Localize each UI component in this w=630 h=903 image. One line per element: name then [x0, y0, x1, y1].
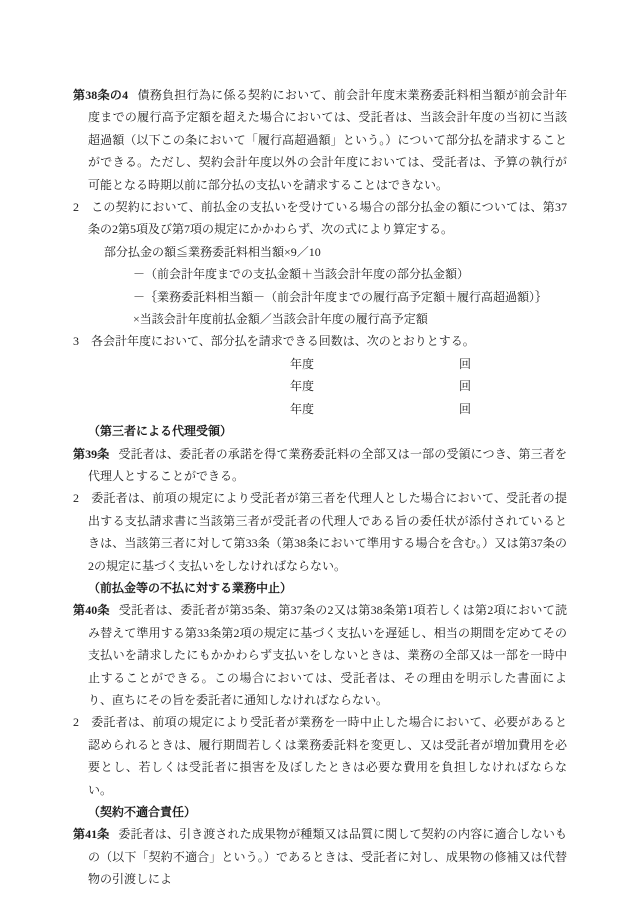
article-40-text: 受託者は、委託者が第35条、第37条の2又は第38条第1項若しくは第2項において読み替えて準用する第33条第2項の規定に基づく支払いを遅延し、相当の期間を定めてその支払いを請求したにもかかわらず支払いをしないときは、業務の全部又は一部を一時中止することができる。この場合においては、受託者は、その理由を明示した書面により、直ちにその旨を委託者に通知しなければならない。 — [88, 603, 567, 707]
article-41-text: 委託者は、引き渡された成果物が種類又は品質に関して契約の内容に適合しないもの（以下「契約不適合」という。）であるときは、受託者に対し、成果物の修補又は代替物の引渡しによ — [88, 827, 567, 887]
payment-count-row-3 — [73, 398, 567, 420]
count-label: 回 — [459, 356, 472, 371]
article-39-text: 受託者は、委託者の承諾を得て業務委託料の全部又は一部の受領につき、第三者を代理人とすることができる。 — [88, 446, 567, 483]
clause-2-text: この契約において、前払金の支払いを受けている場合の部分払金の額については、第37条の2第5項及び第7項の規定にかかわらず、次の式により算定する。 — [88, 200, 567, 237]
formula-line-2: －（前会計年度までの支払金額＋当該会計年度の部分払金額） — [133, 267, 470, 282]
clause-2-number: 2 — [73, 715, 79, 730]
article-38-4 — [73, 84, 567, 196]
year-label: 年度 — [290, 356, 315, 371]
clause-3-text: 各会計年度において、部分払を請求できる回数は、次のとおりとする。 — [91, 334, 475, 349]
article-39-clause-2 — [73, 487, 567, 577]
article-39 — [73, 443, 567, 488]
payment-count-row-2 — [73, 375, 567, 397]
article-40-clause-2 — [73, 711, 567, 801]
count-label: 回 — [459, 379, 472, 394]
clause-2-number: 2 — [73, 200, 79, 215]
count-label: 回 — [459, 401, 472, 416]
formula-line-3: －｛業務委託料相当額－（前会計年度までの履行高予定額＋履行高超過額）｝ — [133, 289, 548, 304]
payment-count-row-1 — [73, 353, 567, 375]
article-40-number: 第40条 — [73, 603, 110, 618]
formula-line-4: ×当該会計年度前払金額／当該会計年度の履行高予定額 — [133, 312, 428, 327]
partial-payment-formula — [73, 241, 567, 331]
article-38-4-clause-3 — [73, 330, 567, 352]
clause-2-number: 2 — [73, 491, 79, 506]
article-40 — [73, 599, 567, 711]
formula-line-1: 部分払金の額≦業務委託料相当額×9／10 — [104, 244, 321, 259]
year-label: 年度 — [290, 379, 315, 394]
article-41-number: 第41条 — [73, 827, 110, 842]
article-38-4-number: 第38条の4 — [73, 88, 129, 102]
section-heading-agency-receipt: （第三者による代理受領） — [88, 424, 233, 439]
year-label: 年度 — [290, 401, 315, 416]
article-41 — [73, 823, 567, 890]
clause-2-text: 委託者は、前項の規定により受託者が第三者を代理人とした場合において、受託者の提出する支払請求書に当該第三者が受託者の代理人である旨の委任状が添付されているときは、当該第三者に対して第33条（第38条において準用する場合を含む。）又は第37条の2の規定に基づく支払いをしなければならない。 — [88, 491, 567, 573]
article-39-number: 第39条 — [73, 446, 110, 461]
clause-2-text: 委託者は、前項の規定により受託者が業務を一時中止した場合において、必要があると認められるときは、履行期間若しくは業務委託料を変更し、又は受託者が増加費用を必要とし、若しくは受託者に損害を及ぼしたときは必要な費用を負担しなければならない。 — [88, 715, 567, 797]
clause-3-number: 3 — [73, 334, 79, 349]
article-38-4-clause-2 — [73, 196, 567, 241]
article-38-4-text: 債務負担行為に係る契約において、前会計年度末業務委託料相当額が前会計年度までの履行高予定額を超えた場合においては、受託者は、当該会計年度の当初に当該超過額（以下この条において「履行高超過額」という。）について部分払を請求することができる。ただし、契約会計年度以外の会計年度においては、受託者は、予算の執行が可能となる時期以前に部分払の支払いを請求することはできない。 — [88, 88, 567, 192]
section-heading-work-suspension: （前払金等の不払に対する業務中止） — [88, 580, 293, 595]
section-heading-contract-nonconformity: （契約不適合責任） — [88, 805, 197, 819]
